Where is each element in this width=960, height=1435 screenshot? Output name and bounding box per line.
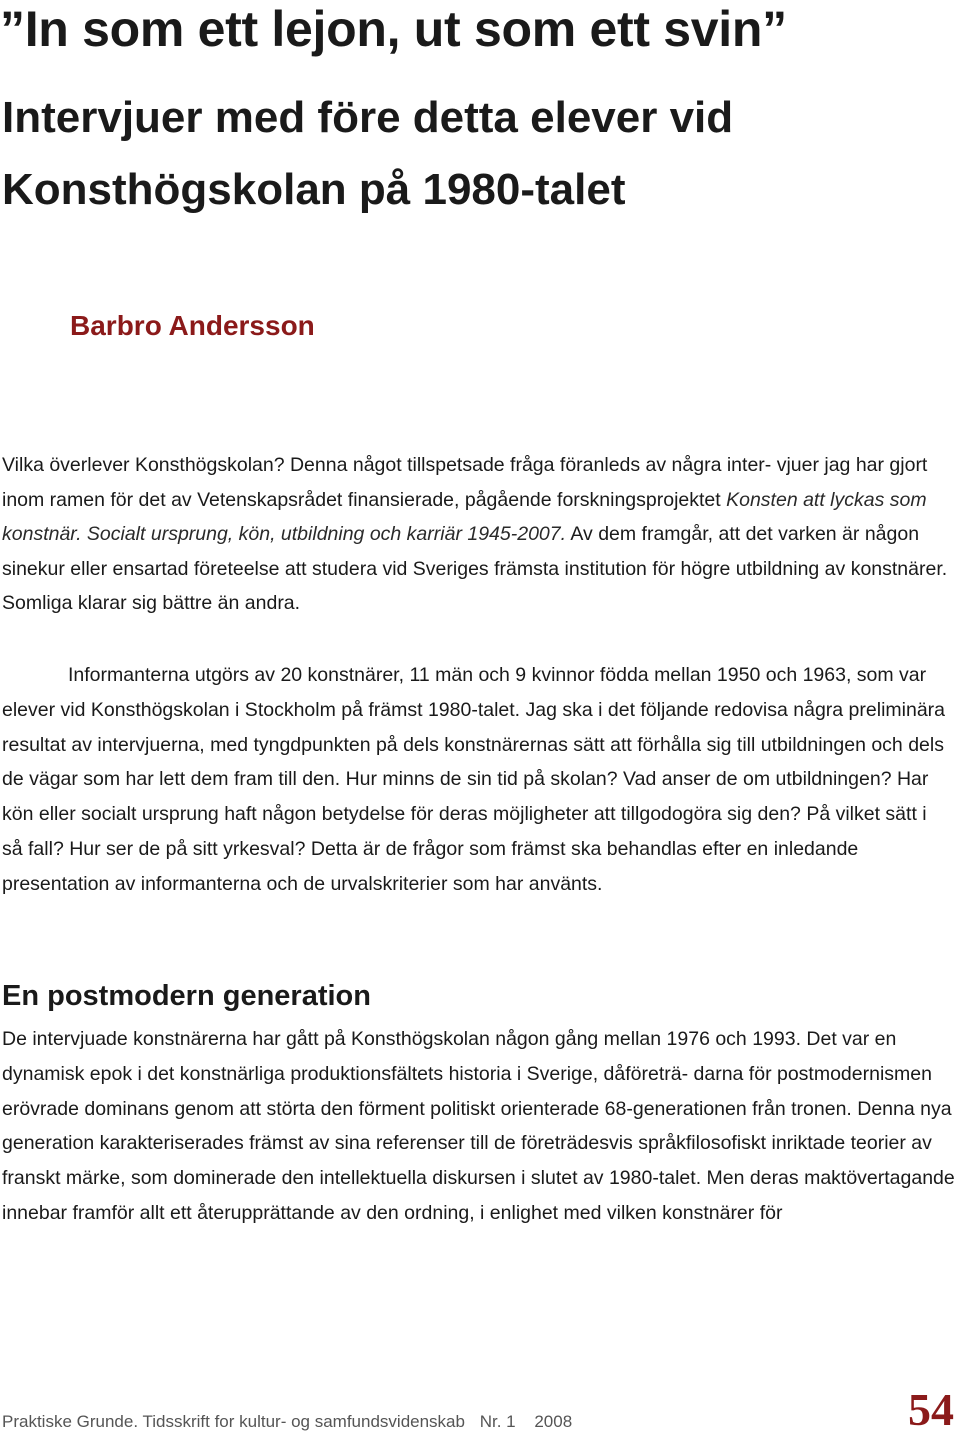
article-title: ”In som ett lejon, ut som ett svin” [0, 1, 787, 57]
intro-paragraph [2, 448, 952, 621]
section-heading: En postmodern generation [2, 980, 371, 1012]
intro-text-start: Vilka överlever Konsthögskolan? Denna något tillspetsade fråga föranleds av några inter- vjuer jag har gjort inom ramen för det av Vetenskapsrådet finansierade, pågående forskningsprojektet [2, 454, 928, 511]
project-title-italic: Konsten att lyckas som konstnär. Socialt ursprung, kön, utbildning och karriär 1945-2007. [2, 488, 927, 545]
article-subtitle: Intervjuer med före detta elever vid Konsthögskolan på 1980-talet [2, 93, 734, 214]
intro-text-end: Av dem framgår, att det varken är någon sinekur eller ensartad företeelse att studera vid Sveriges främsta institution för högre utbildning av konstnärer. Somliga klarar sig bättre än andra. [2, 523, 948, 614]
footer-journal: Praktiske Grunde. Tidsskrift for kultur- og samfundsvidenskab [2, 1412, 465, 1431]
footer-year: 2008 [534, 1412, 573, 1431]
body-paragraph-generation: De intervjuade konstnärerna har gått på Konsthögskolan någon gång mellan 1976 och 1993. Det var en dynamisk epok i det konstnärliga produktionsfältets historia i Sverige, dåföreträ- darna för postmodernismen erövrade dominans genom att störta den förment politiskt orienterade 68-generationen från tronen. Denna nya generation karakteriserades främst av sina referenser till de företrädesvis språkfilosofiskt inriktade teorier av franskt märke, som dominerade den intellektuella diskursen i slutet av 1980-talet. Men deras maktövertagande innebar framför allt ett återupprättande av den ordning, i enlighet med vilken konstnärer för [2, 1028, 955, 1224]
body-paragraph-informants: Informanterna utgörs av 20 konstnärer, 11 män och 9 kvinnor födda mellan 1950 och 1963, som var elever vid Konsthögskolan i Stockholm på främst 1980-talet. Jag ska i det följande redovisa några preliminära resultat av intervjuerna, med tyngdpunkten på dels konstnärernas sätt att förhålla sig till utbildningen och dels de vägar som har lett dem fram till den. Hur minns de sin tid på skolan? Vad anser de om utbildningen? Har kön eller socialt ursprung haft någon betydelse för deras möjligheter att tillgodogöra sig den? På vilket sätt i så fall? Hur ser de på sitt yrkesval? Detta är de frågor som främst ska behandlas efter en inledande presentation av informanterna och de urvalskriterier som har använts. [2, 664, 946, 895]
author-name: Barbro Andersson [70, 310, 315, 341]
page-number: 54 [908, 1384, 954, 1435]
footer-issue: Nr. 1 [479, 1412, 516, 1431]
page-footer [2, 1410, 572, 1434]
